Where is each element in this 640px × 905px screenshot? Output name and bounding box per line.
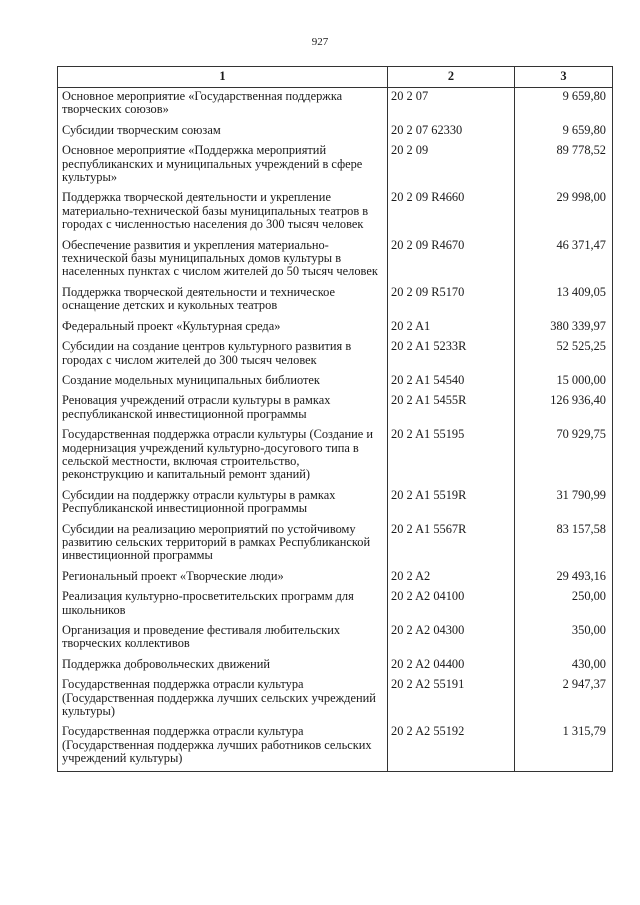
row-amount: 9 659,80 (515, 122, 613, 142)
row-amount: 52 525,25 (515, 338, 613, 372)
table-row (58, 588, 613, 622)
table-row (58, 189, 613, 236)
row-code: 20 2 09 R4660 (388, 189, 515, 236)
row-amount: 29 493,16 (515, 568, 613, 588)
row-amount: 2 947,37 (515, 676, 613, 723)
table-row (58, 656, 613, 676)
row-code: 20 2 A2 (388, 568, 515, 588)
row-amount: 83 157,58 (515, 521, 613, 568)
row-code: 20 2 A1 5519R (388, 487, 515, 521)
row-name: Поддержка творческой деятельности и техническое оснащение детских и кукольных театров (58, 284, 388, 318)
row-amount: 89 778,52 (515, 142, 613, 189)
header-col-1: 1 (58, 67, 388, 88)
row-name: Субсидии на создание центров культурного развития в городах с числом жителей до 300 тысяч человек (58, 338, 388, 372)
row-name: Реализация культурно-просветительских программ для школьников (58, 588, 388, 622)
table-row (58, 568, 613, 588)
row-amount: 9 659,80 (515, 88, 613, 122)
row-name: Основное мероприятие «Государственная поддержка творческих союзов» (58, 88, 388, 122)
row-name: Государственная поддержка отрасли культуры (Создание и модернизация учреждений культурно-досугового типа в сельской местности, включая строительство, реконструкцию и капитальный ремонт зданий) (58, 426, 388, 487)
table-header-row (58, 67, 613, 88)
table-row (58, 318, 613, 338)
row-name: Реновация учреждений отрасли культуры в рамках республиканской инвестиционной программы (58, 392, 388, 426)
table-row (58, 487, 613, 521)
row-code: 20 2 A1 5233R (388, 338, 515, 372)
row-name: Создание модельных муниципальных библиотек (58, 372, 388, 392)
row-amount: 15 000,00 (515, 372, 613, 392)
page-number: 927 (311, 36, 329, 48)
table-row (58, 676, 613, 723)
header-col-3: 3 (515, 67, 613, 88)
row-name: Государственная поддержка отрасли культура (Государственная поддержка лучших работников сельских учреждений культуры) (58, 723, 388, 771)
row-code: 20 2 A1 5567R (388, 521, 515, 568)
row-name: Субсидии творческим союзам (58, 122, 388, 142)
row-code: 20 2 09 R5170 (388, 284, 515, 318)
row-code: 20 2 09 (388, 142, 515, 189)
row-amount: 1 315,79 (515, 723, 613, 771)
table-row (58, 723, 613, 771)
row-name: Субсидии на реализацию мероприятий по устойчивому развитию сельских территорий в рамках Республиканской инвестиционной программы (58, 521, 388, 568)
budget-table (57, 66, 613, 772)
row-name: Поддержка добровольческих движений (58, 656, 388, 676)
row-amount: 29 998,00 (515, 189, 613, 236)
row-name: Обеспечение развития и укрепления материально-технической базы муниципальных домов культуры в населенных пунктах с числом жителей до 50 тысяч человек (58, 237, 388, 284)
table-row (58, 237, 613, 284)
row-name: Федеральный проект «Культурная среда» (58, 318, 388, 338)
table-row (58, 122, 613, 142)
row-amount: 350,00 (515, 622, 613, 656)
row-code: 20 2 07 (388, 88, 515, 122)
row-name: Основное мероприятие «Поддержка мероприятий республиканских и муниципальных учреждений в сфере культуры» (58, 142, 388, 189)
row-code: 20 2 A1 5455R (388, 392, 515, 426)
row-name: Региональный проект «Творческие люди» (58, 568, 388, 588)
row-code: 20 2 A2 04100 (388, 588, 515, 622)
table-row (58, 622, 613, 656)
row-code: 20 2 09 R4670 (388, 237, 515, 284)
table-row (58, 426, 613, 487)
row-amount: 70 929,75 (515, 426, 613, 487)
table-row (58, 338, 613, 372)
row-name: Государственная поддержка отрасли культура (Государственная поддержка лучших сельских учреждений культуры) (58, 676, 388, 723)
row-amount: 250,00 (515, 588, 613, 622)
table-row (58, 372, 613, 392)
row-amount: 380 339,97 (515, 318, 613, 338)
row-code: 20 2 A1 (388, 318, 515, 338)
row-name: Субсидии на поддержку отрасли культуры в рамках Республиканской инвестиционной программы (58, 487, 388, 521)
row-name: Организация и проведение фестиваля любительских творческих коллективов (58, 622, 388, 656)
row-code: 20 2 A2 55191 (388, 676, 515, 723)
row-code: 20 2 A1 54540 (388, 372, 515, 392)
row-code: 20 2 A2 04300 (388, 622, 515, 656)
row-code: 20 2 A2 04400 (388, 656, 515, 676)
header-col-2: 2 (388, 67, 515, 88)
row-code: 20 2 A2 55192 (388, 723, 515, 771)
row-amount: 126 936,40 (515, 392, 613, 426)
row-name: Поддержка творческой деятельности и укрепление материально-технической базы муниципальных театров в городах с численностью населения до 300 тысяч человек (58, 189, 388, 236)
table-row (58, 284, 613, 318)
table-row (58, 392, 613, 426)
table-row (58, 142, 613, 189)
row-code: 20 2 A1 55195 (388, 426, 515, 487)
row-amount: 46 371,47 (515, 237, 613, 284)
row-amount: 13 409,05 (515, 284, 613, 318)
row-code: 20 2 07 62330 (388, 122, 515, 142)
table-row (58, 521, 613, 568)
row-amount: 430,00 (515, 656, 613, 676)
table-row (58, 88, 613, 122)
row-amount: 31 790,99 (515, 487, 613, 521)
